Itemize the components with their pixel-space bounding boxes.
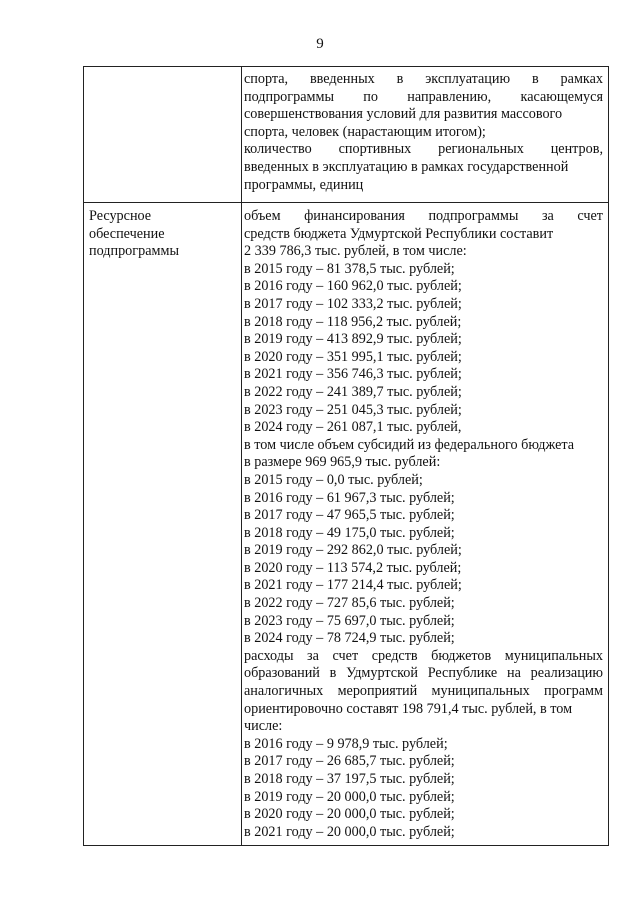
text-line: средств бюджета Удмуртской Республики составит: [244, 225, 554, 242]
text-word: в: [531, 71, 539, 87]
text-line: в том числе объем субсидий из федерального бюджета: [244, 436, 575, 453]
text-word: на: [506, 665, 521, 682]
text-word: муниципальных: [504, 647, 603, 664]
text-line: спорта, человек (нарастающим итогом);: [244, 123, 486, 140]
text-line: совершенствования условий для развития массового: [244, 106, 563, 123]
text-word: финансирования: [304, 208, 405, 224]
text-word: муниципальных: [431, 683, 530, 700]
text-word: количество: [244, 141, 312, 158]
text-line: в 2015 году – 0,0 тыс. рублей;: [244, 471, 423, 488]
column-divider: [241, 67, 242, 845]
program-table: [83, 66, 609, 846]
text-word: спортивных: [338, 141, 412, 158]
text-line: в 2016 году – 9 978,9 тыс. рублей;: [244, 735, 448, 752]
text-line: в 2019 году – 20 000,0 тыс. рублей;: [244, 788, 455, 805]
text-word: реализацию: [530, 665, 603, 682]
row1-content-cell: [244, 71, 603, 194]
text-word: бюджетов: [431, 647, 492, 664]
text-line: [244, 89, 603, 107]
text-line: в 2018 году – 37 197,5 тыс. рублей;: [244, 771, 455, 787]
text-word: подпрограммы: [428, 208, 519, 224]
text-word: объем: [244, 208, 281, 224]
row2-content-cell: [244, 208, 603, 841]
text-line: числе:: [244, 718, 283, 735]
text-line: [244, 683, 603, 701]
text-word: касающемуся: [520, 88, 603, 105]
text-word: программ: [544, 683, 603, 700]
text-word: введенных: [309, 71, 375, 87]
text-word: центров,: [550, 141, 603, 158]
text-line: в 2020 году – 351 995,1 тыс. рублей;: [244, 348, 462, 365]
text-word: за: [541, 208, 554, 224]
text-word: подпрограммы: [244, 88, 334, 105]
text-line: в 2024 году – 261 087,1 тыс. рублей,: [244, 419, 462, 436]
text-word: рамках: [560, 71, 603, 87]
text-word: в: [329, 665, 337, 682]
text-line: в 2022 году – 241 389,7 тыс. рублей;: [244, 383, 462, 400]
text-line: 2 339 786,3 тыс. рублей, в том числе:: [244, 243, 467, 260]
text-word: региональных: [438, 141, 524, 158]
text-line: в 2024 году – 78 724,9 тыс. рублей;: [244, 630, 455, 647]
text-word: Республике: [427, 665, 498, 682]
text-word: мероприятий: [337, 683, 418, 700]
label-line: подпрограммы: [89, 243, 179, 260]
text-line: в размере 969 965,9 тыс. рублей:: [244, 454, 441, 471]
text-line: [244, 141, 603, 159]
text-line: в 2021 году – 356 746,3 тыс. рублей;: [244, 366, 462, 383]
text-line: ориентировочно составят 198 791,4 тыс. рублей, в том: [244, 700, 573, 717]
text-word: направлению,: [407, 88, 492, 105]
text-line: в 2023 году – 75 697,0 тыс. рублей;: [244, 612, 455, 629]
text-line: [244, 665, 603, 683]
text-word: образований: [244, 665, 320, 682]
label-line: Ресурсное: [89, 208, 152, 224]
page-number: 9: [316, 36, 324, 52]
text-line: в 2015 году – 81 378,5 тыс. рублей;: [244, 260, 455, 277]
text-word: за: [307, 647, 319, 664]
row2-label-cell: [89, 208, 234, 261]
text-line: в 2020 году – 20 000,0 тыс. рублей;: [244, 806, 455, 823]
label-line: обеспечение: [89, 225, 165, 242]
text-line: в 2018 году – 118 956,2 тыс. рублей;: [244, 313, 462, 330]
text-line: в 2019 году – 292 862,0 тыс. рублей;: [244, 542, 462, 559]
text-line: в 2022 году – 727 85,6 тыс. рублей;: [244, 595, 455, 612]
text-line: в 2017 году – 47 965,5 тыс. рублей;: [244, 507, 455, 524]
text-line: [244, 208, 603, 226]
text-line: в 2021 году – 177 214,4 тыс. рублей;: [244, 577, 462, 594]
text-line: в 2016 году – 160 962,0 тыс. рублей;: [244, 278, 462, 295]
text-word: аналогичных: [244, 683, 324, 700]
text-line: в 2016 году – 61 967,3 тыс. рублей;: [244, 489, 455, 506]
text-line: в 2018 году – 49 175,0 тыс. рублей;: [244, 524, 455, 541]
text-word: спорта,: [244, 71, 289, 87]
text-word: по: [363, 88, 378, 105]
text-word: Удмуртской: [346, 665, 418, 682]
text-word: эксплуатацию: [425, 71, 511, 87]
text-line: в 2019 году – 413 892,9 тыс. рублей;: [244, 331, 462, 348]
text-word: расходы: [244, 647, 294, 664]
text-line: в 2017 году – 102 333,2 тыс. рублей;: [244, 295, 462, 312]
text-line: в 2023 году – 251 045,3 тыс. рублей;: [244, 401, 462, 418]
text-word: средств: [371, 647, 418, 664]
text-word: счет: [332, 647, 359, 664]
row-divider: [84, 202, 608, 203]
text-line: в 2021 году – 20 000,0 тыс. рублей;: [244, 823, 455, 840]
text-line: [244, 648, 603, 666]
text-line: в 2017 году – 26 685,7 тыс. рублей;: [244, 753, 455, 770]
text-word: счет: [577, 208, 603, 224]
text-word: в: [396, 71, 404, 87]
text-line: введенных в эксплуатацию в рамках государственной: [244, 158, 569, 175]
text-line: программы, единиц: [244, 176, 364, 193]
text-line: в 2020 году – 113 574,2 тыс. рублей;: [244, 559, 462, 576]
text-line: [244, 71, 603, 89]
